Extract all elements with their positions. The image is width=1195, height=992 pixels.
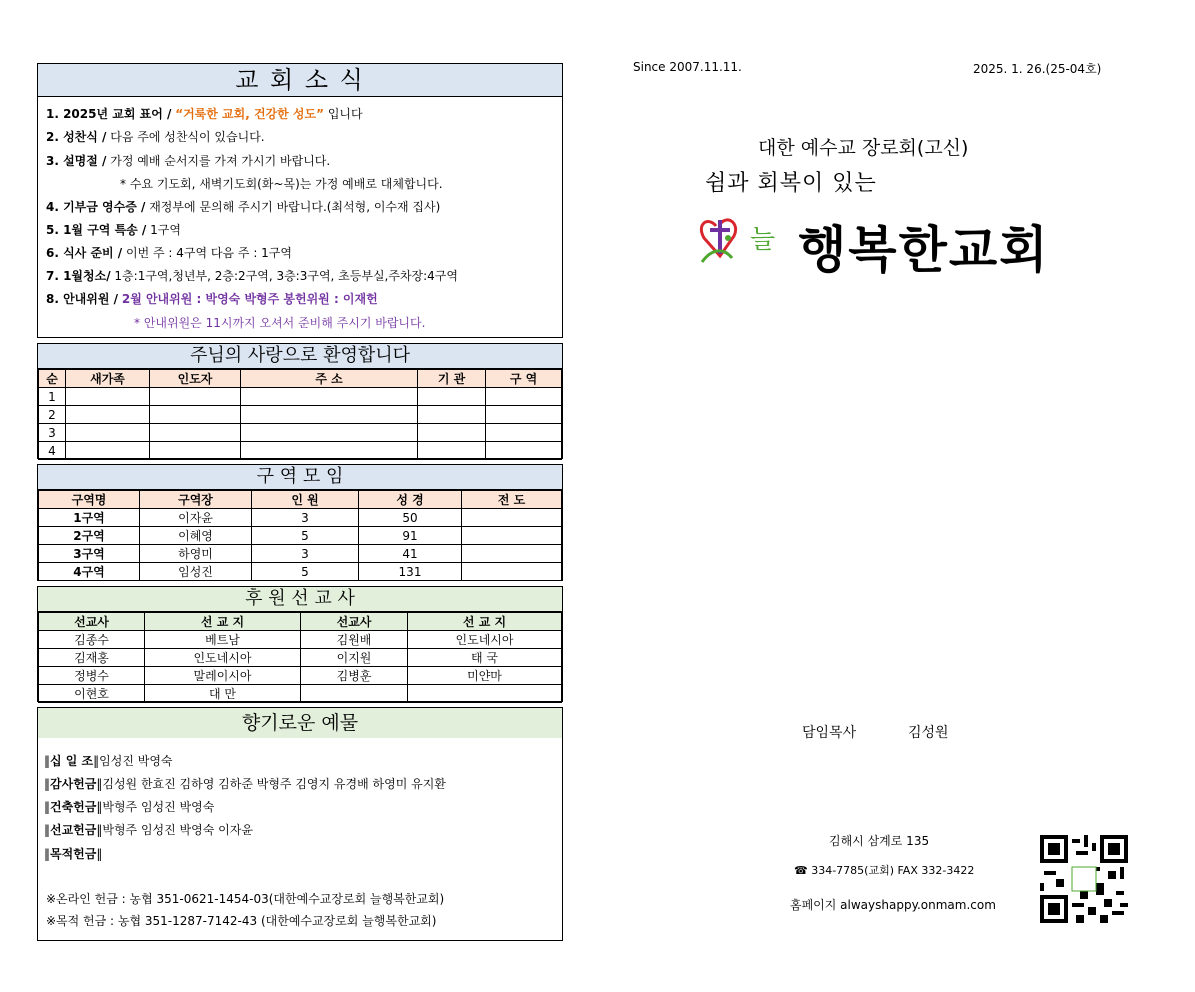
column-header: 구역명 <box>39 491 140 509</box>
news-item-label: 8. 안내위원 / <box>46 292 119 306</box>
offering-section <box>37 707 563 941</box>
pastor-name: 김성원 <box>908 725 949 741</box>
table-cell: 베트남 <box>145 631 301 649</box>
column-header: 주 소 <box>241 370 418 388</box>
table-cell: 50 <box>359 509 462 527</box>
news-section <box>37 63 563 338</box>
news-item-highlight: 2월 안내위원 : 박영숙 박형주 봉헌위원 : 이재헌 <box>121 292 378 306</box>
table-cell: 5 <box>252 527 359 545</box>
table-cell: 이지원 <box>301 649 408 667</box>
table-cell <box>301 685 408 703</box>
offering-line <box>44 752 173 769</box>
table-cell: 3 <box>252 509 359 527</box>
table-row <box>39 563 562 581</box>
qr-code-icon <box>1040 835 1128 923</box>
table-cell: 3구역 <box>39 545 140 563</box>
welcome-table <box>38 369 562 460</box>
news-item <box>120 175 443 192</box>
table-cell: 1 <box>39 388 66 406</box>
district-table <box>38 490 562 581</box>
column-header: 구 역 <box>486 370 562 388</box>
column-header: 선교사 <box>39 613 145 631</box>
news-item-body: 1구역 <box>146 223 181 237</box>
table-cell: 인도네시아 <box>145 649 301 667</box>
table-cell: 이현호 <box>39 685 145 703</box>
news-item <box>46 290 378 307</box>
table-cell: 5 <box>252 563 359 581</box>
offering-line <box>44 845 102 862</box>
table-row <box>39 442 562 460</box>
table-cell: 하영미 <box>140 545 252 563</box>
column-header: 선 교 지 <box>408 613 562 631</box>
news-title: 교 회 소 식 <box>235 66 365 94</box>
church-logo <box>698 214 798 274</box>
news-item-body: 1층:1구역,청년부, 2층:2구역, 3층:3구역, 초등부실,주차장:4구역 <box>110 269 458 283</box>
table-cell <box>418 442 486 460</box>
missionary-table <box>38 612 562 703</box>
table-cell <box>66 406 150 424</box>
table-cell: 이자윤 <box>140 509 252 527</box>
table-cell: 김원배 <box>301 631 408 649</box>
news-item-body: 재정부에 문의해 주시기 바랍니다.(최석형, 이수재 집사) <box>145 200 441 214</box>
address: 김해시 삼계로 135 <box>829 834 930 848</box>
news-item-body: 이번 주 : 4구역 다음 주 : 1구역 <box>122 246 292 260</box>
district-section <box>37 464 563 581</box>
news-item <box>134 314 425 331</box>
bar-mark: ‖ <box>96 777 103 791</box>
table-row <box>39 509 562 527</box>
table-cell <box>462 527 562 545</box>
news-item-label: 6. 식사 준비 / <box>46 246 123 260</box>
homepage: 홈페이지 alwayshappy.onmam.com <box>790 898 996 912</box>
table-cell: 131 <box>359 563 462 581</box>
table-cell <box>150 388 241 406</box>
table-cell <box>462 563 562 581</box>
table-cell <box>241 442 418 460</box>
table-cell <box>418 388 486 406</box>
table-cell <box>486 442 562 460</box>
news-item <box>46 267 458 284</box>
news-item-label: 4. 기부금 영수증 / <box>46 200 146 214</box>
news-item <box>46 244 292 261</box>
news-item-label: 3. 설명절 / <box>46 154 107 168</box>
news-item-body: 가정 예배 순서지를 가져 가시기 바랍니다. <box>106 154 331 168</box>
offering-label: 건축헌금 <box>50 800 97 814</box>
column-header: 선교사 <box>301 613 408 631</box>
table-cell: 김종수 <box>39 631 145 649</box>
offering-label: 목적헌금 <box>50 847 97 861</box>
table-header-row <box>39 370 562 388</box>
table-cell: 이혜영 <box>140 527 252 545</box>
news-item-highlight: “거룩한 교회, 건강한 성도” <box>175 107 324 121</box>
column-header: 선 교 지 <box>145 613 301 631</box>
table-cell: 91 <box>359 527 462 545</box>
table-cell: 41 <box>359 545 462 563</box>
offering-names: 박형주 임성진 박영숙 <box>102 800 215 814</box>
news-item <box>46 128 265 145</box>
table-cell: 대 만 <box>145 685 301 703</box>
offering-title: 향기로운 예물 <box>241 712 359 734</box>
table-cell <box>462 545 562 563</box>
purpose-account: ※목적 헌금 : 농협 351-1287-7142-43 (대한예수교장로회 늘행복한교회) <box>46 914 437 928</box>
table-cell: 말레이시아 <box>145 667 301 685</box>
news-item-label: 7. 1월청소/ <box>46 269 111 283</box>
column-header: 인 원 <box>252 491 359 509</box>
table-cell <box>486 424 562 442</box>
column-header: 순 <box>39 370 66 388</box>
news-item-tail: 입니다 <box>324 107 363 121</box>
table-cell: 미얀마 <box>408 667 562 685</box>
church-name: 행복한교회 <box>798 221 1050 279</box>
table-row <box>39 424 562 442</box>
table-cell: 태 국 <box>408 649 562 667</box>
table-cell: 2구역 <box>39 527 140 545</box>
table-cell <box>66 442 150 460</box>
table-cell: 임성진 <box>140 563 252 581</box>
table-row <box>39 406 562 424</box>
table-cell: 3 <box>39 424 66 442</box>
column-header: 기 관 <box>418 370 486 388</box>
news-item-body: * 수요 기도회, 새벽기도회(화~목)는 가정 예배로 대체합니다. <box>120 177 443 191</box>
bar-mark: ‖ <box>44 847 50 861</box>
denomination: 대한 예수교 장로회(고신) <box>758 137 969 159</box>
table-cell <box>418 406 486 424</box>
offering-label: 십 일 조 <box>50 754 94 768</box>
table-row <box>39 685 562 703</box>
news-item <box>46 152 330 169</box>
table-cell <box>241 424 418 442</box>
table-cell <box>66 388 150 406</box>
column-header: 전 도 <box>462 491 562 509</box>
offering-line <box>44 821 253 838</box>
table-cell: 4 <box>39 442 66 460</box>
table-row <box>39 631 562 649</box>
table-row <box>39 545 562 563</box>
column-header: 구역장 <box>140 491 252 509</box>
news-item-label: 5. 1월 구역 특송 / <box>46 223 147 237</box>
table-cell: 김재홍 <box>39 649 145 667</box>
table-cell: 정병수 <box>39 667 145 685</box>
tagline: 쉼과 회복이 있는 <box>705 171 877 196</box>
since-date: Since 2007.11.11. <box>633 60 742 74</box>
issue-date: 2025. 1. 26.(25-04호) <box>973 62 1102 76</box>
news-item-body: 다음 주에 성찬식이 있습니다. <box>106 130 265 144</box>
column-header: 인도자 <box>150 370 241 388</box>
table-cell: 3 <box>252 545 359 563</box>
table-row <box>39 388 562 406</box>
welcome-section <box>37 343 563 459</box>
table-cell: 인도네시아 <box>408 631 562 649</box>
offering-names: 박형주 임성진 박영숙 이자윤 <box>102 823 253 837</box>
offering-names: 김성원 한효진 김하영 김하준 박형주 김영지 유경배 하영미 유지환 <box>102 777 446 791</box>
offering-label: 감사헌금 <box>50 777 97 791</box>
missionary-header <box>38 587 562 612</box>
bar-mark: ‖ <box>93 754 100 768</box>
district-title: 구 역 모 임 <box>256 466 344 487</box>
news-header <box>38 64 562 97</box>
table-row <box>39 527 562 545</box>
table-cell <box>462 509 562 527</box>
table-cell <box>486 406 562 424</box>
news-item-body: * 안내위원은 11시까지 오셔서 준비해 주시기 바랍니다. <box>134 316 426 330</box>
table-cell: 김병훈 <box>301 667 408 685</box>
offering-line <box>44 775 446 792</box>
table-cell <box>66 424 150 442</box>
table-header-row <box>39 491 562 509</box>
table-cell <box>486 388 562 406</box>
welcome-header <box>38 344 562 369</box>
table-cell: 1구역 <box>39 509 140 527</box>
district-header <box>38 465 562 490</box>
column-header: 새가족 <box>66 370 150 388</box>
logo-small-text: 늘 <box>750 225 776 255</box>
table-cell <box>241 388 418 406</box>
bar-mark: ‖ <box>44 754 50 768</box>
missionary-section <box>37 586 563 702</box>
table-header-row <box>39 613 562 631</box>
news-item <box>46 198 440 215</box>
table-cell <box>241 406 418 424</box>
online-account: ※온라인 헌금 : 농협 351-0621-1454-03(대한예수교장로회 늘행복한교회) <box>46 892 445 906</box>
news-item-label: 2. 성찬식 / <box>46 130 107 144</box>
offering-line <box>44 798 214 815</box>
news-item <box>46 105 363 122</box>
table-cell <box>150 424 241 442</box>
table-row <box>39 667 562 685</box>
heart-cross-icon <box>698 214 798 274</box>
bar-mark: ‖ <box>44 777 50 791</box>
table-cell: 4구역 <box>39 563 140 581</box>
table-cell: 2 <box>39 406 66 424</box>
table-row <box>39 649 562 667</box>
pastor-label: 담임목사 <box>802 725 857 741</box>
table-cell <box>418 424 486 442</box>
offering-names: 임성진 박영숙 <box>99 754 173 768</box>
offering-label: 선교헌금 <box>50 823 97 837</box>
welcome-title: 주님의 사랑으로 환영합니다 <box>189 345 411 366</box>
missionary-title: 후 원 선 교 사 <box>245 588 355 609</box>
bar-mark: ‖ <box>96 800 103 814</box>
news-item <box>46 221 181 238</box>
bar-mark: ‖ <box>44 800 50 814</box>
offering-header <box>38 708 562 738</box>
table-cell <box>408 685 562 703</box>
bar-mark: ‖ <box>96 823 103 837</box>
column-header: 성 경 <box>359 491 462 509</box>
news-item-label: 1. 2025년 교회 표어 / <box>46 107 172 121</box>
table-cell <box>150 406 241 424</box>
phone: ☎ 334-7785(교회) FAX 332-3422 <box>794 864 975 877</box>
bar-mark: ‖ <box>44 823 50 837</box>
bar-mark: ‖ <box>96 847 103 861</box>
table-cell <box>150 442 241 460</box>
